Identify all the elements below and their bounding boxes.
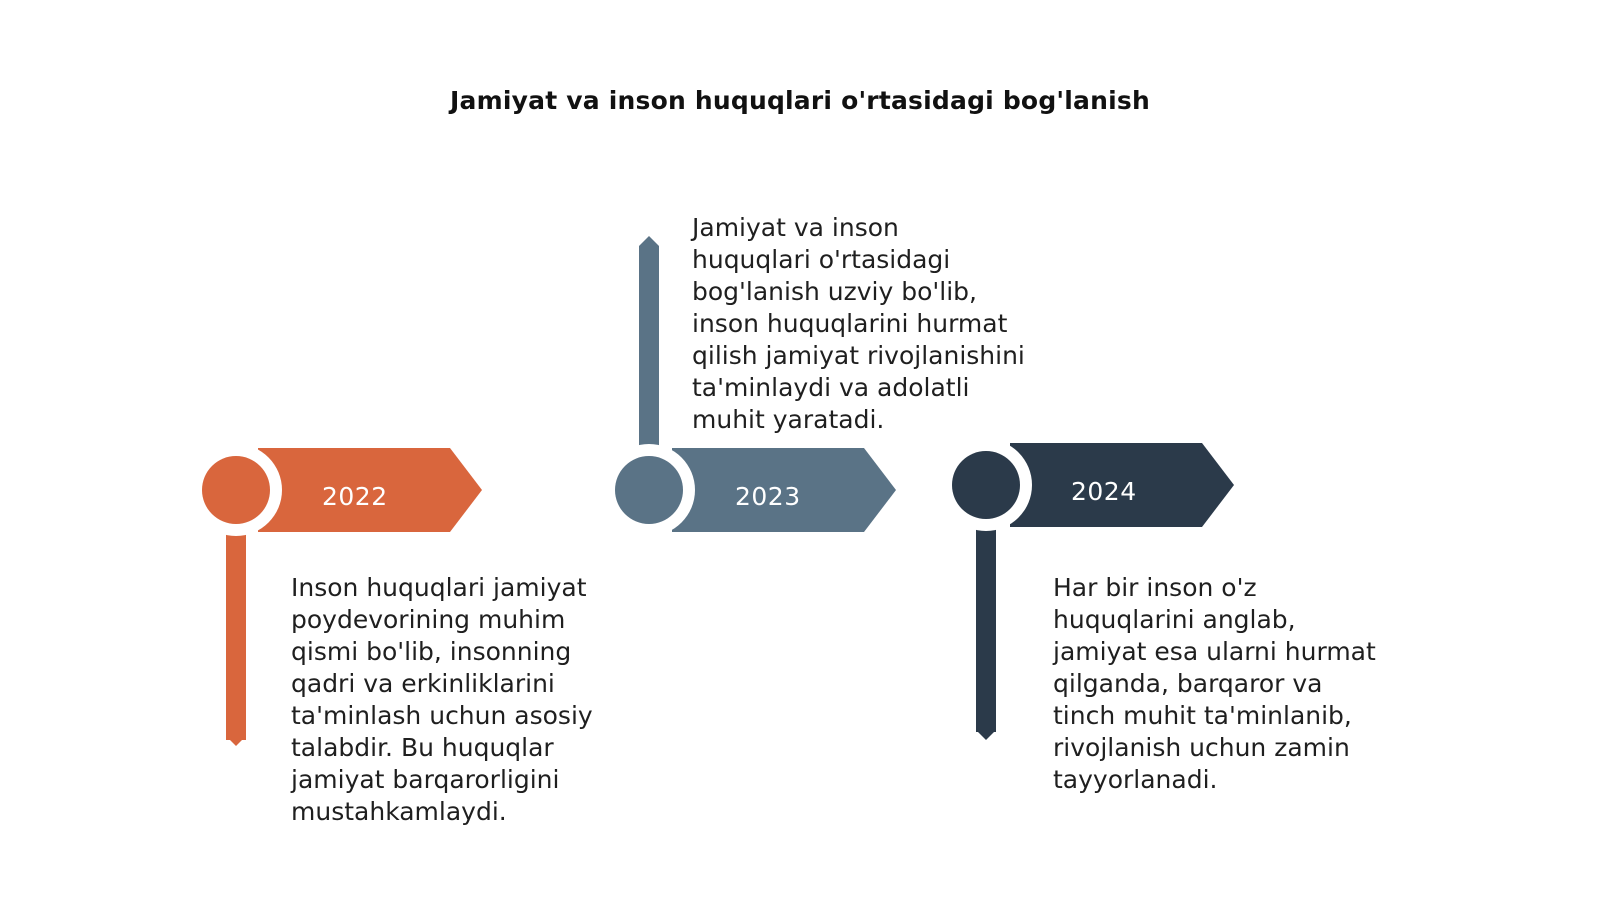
milestone-2023-stem-tip — [639, 236, 659, 246]
milestone-2022-description: Inson huquqlari jamiyat poydevorining muhim qismi bo'lib, insonning qadri va erkinliklarini ta'minlash uchun asosiy talabdir. Bu huquqlar jamiyat barqarorligini mustahkamlaydi. — [291, 573, 593, 826]
milestone-2022-stem — [226, 524, 246, 740]
milestone-2022-dot — [202, 456, 270, 524]
milestone-2024-dot — [952, 451, 1020, 519]
milestone-2023-dot — [615, 456, 683, 524]
milestone-2022-year: 2022 — [322, 482, 388, 511]
milestone-2024-year: 2024 — [1071, 477, 1137, 506]
milestone-2024-description: Har bir inson o'z huquqlarini anglab, jamiyat esa ularni hurmat qilganda, barqaror va tinch muhit ta'minlanib, rivojlanish uchun zamin tayyorlanadi. — [1053, 573, 1376, 794]
milestone-2022-stem-tip — [226, 736, 246, 746]
milestone-2024-stem-tip — [976, 730, 996, 740]
milestone-2023-year: 2023 — [735, 482, 801, 511]
page-title: Jamiyat va inson huquqlari o'rtasidagi bog'lanish — [450, 86, 1150, 115]
milestone-2024-stem — [976, 520, 996, 732]
milestone-2023-stem — [639, 246, 659, 446]
milestone-2023-description: Jamiyat va inson huquqlari o'rtasidagi bog'lanish uzviy bo'lib, inson huquqlarini hurmat qilish jamiyat rivojlanishini ta'minlaydi va adolatli muhit yaratadi. — [692, 213, 1025, 434]
